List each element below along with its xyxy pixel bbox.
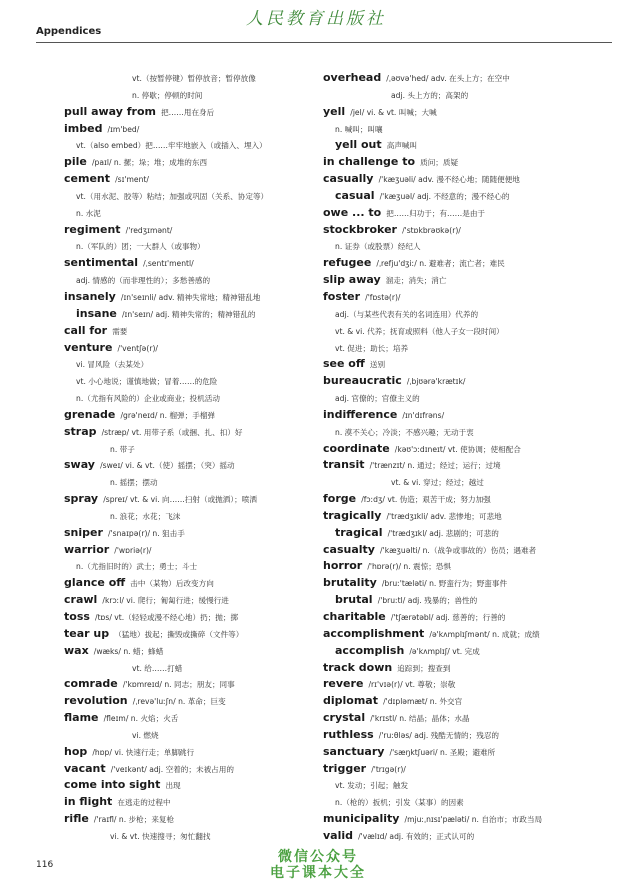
glossary-entry xyxy=(64,422,326,439)
definition: /'vælɪd/ adj. 有效的；正式认可的 xyxy=(358,831,475,841)
headword: coordinate xyxy=(323,441,390,455)
definition: n. 证券（或股票）经纪人 xyxy=(335,242,421,252)
glossary-entry xyxy=(323,489,613,506)
glossary-entry xyxy=(64,590,326,607)
headword: toss xyxy=(64,610,90,623)
definition: n. 带子 xyxy=(110,444,135,454)
definition: /'kæʒuəlti/ n.（战争或事故的）伤员；遇难者 xyxy=(380,545,537,555)
definition: /'trænzɪt/ n. 通过；经过；运行；过境 xyxy=(369,461,501,471)
glossary-entry xyxy=(323,455,613,472)
glossary-entry xyxy=(323,220,613,237)
definition: /'redʒɪmənt/ xyxy=(125,225,173,235)
headword: cement xyxy=(64,172,110,186)
glossary-entry xyxy=(64,119,326,136)
definition: n. 漠不关心；冷淡；不感兴趣；无动于衷 xyxy=(335,427,474,437)
glossary-entry xyxy=(64,169,326,186)
glossary-entry xyxy=(64,607,326,624)
definition-line xyxy=(323,388,613,405)
headword: municipality xyxy=(323,812,400,826)
headword: owe ... to xyxy=(323,205,382,219)
glossary-entry xyxy=(64,405,326,422)
definition: /'tʃærətəbl/ adj. 慈善的；行善的 xyxy=(390,613,506,622)
glossary-entry xyxy=(64,102,326,119)
definition-line xyxy=(323,338,613,355)
glossary-entry xyxy=(323,68,613,85)
definition-line xyxy=(64,270,326,287)
definition: vi. 冒风险（去某处） xyxy=(76,360,149,370)
definition: /ˌrefju'dʒiː/ n. 避难者；流亡者；难民 xyxy=(376,259,505,269)
definition: /'wɒriə(r)/ xyxy=(114,545,152,555)
definition: /'sæŋktʃuəri/ n. 圣殿；避难所 xyxy=(389,747,496,757)
glossary-entry xyxy=(323,540,613,557)
glossary-entry xyxy=(64,523,326,540)
headword: crystal xyxy=(323,711,366,725)
headword: hop xyxy=(64,744,88,758)
glossary-entry xyxy=(64,759,326,776)
headword: grenade xyxy=(64,407,116,421)
definition: /kəʊ'ɔːdɪneɪt/ vt. 使协调；使相配合 xyxy=(394,444,521,454)
definition-line xyxy=(323,321,613,338)
definition-line xyxy=(323,792,613,809)
definition: /'krɪstl/ n. 结晶；晶体；水晶 xyxy=(370,714,470,724)
definition: /ə'kʌmplɪʃmənt/ n. 成就；成绩 xyxy=(429,629,540,639)
definition: 追踪到；搜查到 xyxy=(397,663,451,673)
headword: casualty xyxy=(323,542,375,556)
definition: n.（尤指有风险的）企业或商业；投机活动 xyxy=(76,394,220,404)
headword: casually xyxy=(323,172,374,186)
headword: sway xyxy=(64,458,95,472)
definition: /'stɒkbrəʊkə(r)/ xyxy=(402,225,461,235)
definition: /'kæʒuəli/ adv. 漫不经心地；随随便便地 xyxy=(378,175,520,185)
definition-line xyxy=(64,354,326,371)
definition: /'hɒrə(r)/ n. 震惊；恐惧 xyxy=(367,562,452,572)
headword: rifle xyxy=(64,812,89,826)
headword: sniper xyxy=(64,525,103,539)
definition-line xyxy=(64,725,326,742)
headword: refugee xyxy=(323,256,372,270)
glossary-entry xyxy=(323,809,613,826)
definition: /ɪn'dɪfrəns/ xyxy=(402,410,445,420)
definition: 质问；质疑 xyxy=(420,158,459,168)
headword: indifference xyxy=(323,407,398,421)
headword: glance off xyxy=(64,576,126,590)
definition: /'ventʃə(r)/ xyxy=(117,343,158,353)
definition: /ɪn'seɪnli/ adv. 精神失常地；精神错乱地 xyxy=(120,292,261,302)
glossary-entry xyxy=(64,792,326,809)
definition-line xyxy=(323,472,613,489)
glossary-entry xyxy=(64,253,326,270)
glossary-entry xyxy=(323,658,613,675)
definition: /ˌsentɪ'mentl/ xyxy=(143,259,194,269)
glossary-subentry xyxy=(323,186,613,203)
headword: pile xyxy=(64,155,87,169)
definition: 出现 xyxy=(165,781,181,791)
glossary-entry xyxy=(64,321,326,338)
definition: vt.（按暂停键）暂停放音；暂停放像 xyxy=(132,74,256,83)
headword: regiment xyxy=(64,222,121,236)
definition: /'raɪfl/ n. 步枪；来复枪 xyxy=(93,815,175,825)
glossary-entry xyxy=(323,102,613,119)
definition-line xyxy=(323,85,613,102)
definition-line xyxy=(64,203,326,220)
definition-line xyxy=(64,135,326,152)
glossary-entry xyxy=(323,506,613,523)
glossary-entry xyxy=(323,759,613,776)
glossary-subentry xyxy=(64,304,326,321)
headword: overhead xyxy=(323,71,382,84)
headword: brutality xyxy=(323,576,377,590)
definition: n. 停歇；停顿的时间 xyxy=(132,90,203,100)
glossary-entry xyxy=(323,371,613,388)
definition-line xyxy=(323,304,613,321)
glossary-entry xyxy=(64,809,326,826)
definition: /ɪn'seɪn/ adj. 精神失常的；精神错乱的 xyxy=(121,309,256,319)
glossary-entry xyxy=(323,826,613,843)
definition: adj. 情感的（而非理性的）；多愁善感的 xyxy=(76,276,211,286)
definition: （猛地）拔起；撕毁或撕碎（文件等） xyxy=(114,629,244,639)
definition: 溜走；消失；消亡 xyxy=(385,276,447,286)
definition: n. 浪花；水花；飞沫 xyxy=(110,511,181,521)
glossary-entry xyxy=(323,405,613,422)
definition: /krɔːl/ vi. 爬行；匍匐行进；缓慢行进 xyxy=(102,596,229,606)
glossary-entry xyxy=(64,287,326,304)
glossary-entry xyxy=(64,573,326,590)
definition: /'trædʒɪkli/ adv. 悲惨地；可悲地 xyxy=(386,511,502,521)
glossary-entry xyxy=(64,708,326,725)
definition: vt.（also embed）把……牢牢地嵌入（或插入、埋入） xyxy=(76,141,267,151)
definition: /'snaɪpə(r)/ n. 狙击手 xyxy=(108,528,185,538)
definition: /ˌrevə'luːʃn/ n. 革命；巨变 xyxy=(132,697,226,707)
headword: revere xyxy=(323,677,364,691)
headword: sanctuary xyxy=(323,744,385,758)
definition-line xyxy=(64,556,326,573)
headword: slip away xyxy=(323,273,381,287)
headword: pull away from xyxy=(64,104,156,118)
glossary-entry xyxy=(323,742,613,759)
glossary-entry xyxy=(323,573,613,590)
headword: imbed xyxy=(64,121,103,135)
publisher-logo: 人民教育出版社 xyxy=(246,9,386,29)
glossary-entry xyxy=(64,455,326,472)
headword: flame xyxy=(64,711,99,725)
definition: vt. 促进；助长；培养 xyxy=(335,343,409,353)
headword: sentimental xyxy=(64,256,139,270)
definition-line xyxy=(323,422,613,439)
headword: foster xyxy=(323,289,361,303)
definition: 送别 xyxy=(369,360,386,370)
definition: vt.（用水泥、胶等）粘结；加强或巩固（关系、协定等） xyxy=(76,191,269,201)
headword: in challenge to xyxy=(323,155,416,169)
headword: bureaucratic xyxy=(323,374,402,388)
definition: 把……甩在身后 xyxy=(161,107,215,117)
headword: vacant xyxy=(64,761,106,775)
definition: 击中（某物）后改变方向 xyxy=(130,579,214,589)
definition-line xyxy=(64,826,326,843)
glossary-entry xyxy=(323,439,613,456)
definition-line xyxy=(323,119,613,136)
definition-line xyxy=(64,68,326,85)
glossary-entry xyxy=(323,691,613,708)
definition: /hɒp/ vi. 快速行走；单脚跳行 xyxy=(92,747,195,757)
definition: /ə'kʌmplɪʃ/ vt. 完成 xyxy=(409,646,480,656)
definition: /ˌbjʊərə'krætɪk/ xyxy=(406,377,466,387)
headword: yell out xyxy=(335,138,382,152)
glossary-entry xyxy=(323,607,613,624)
headword: venture xyxy=(64,340,113,354)
glossary-entry xyxy=(323,287,613,304)
glossary-column-left xyxy=(64,68,326,843)
definition: adj. 官僚的；官僚主义的 xyxy=(335,394,420,404)
headword: come into sight xyxy=(64,778,161,792)
headword: ruthless xyxy=(323,727,374,741)
glossary-entry xyxy=(323,152,613,169)
glossary-entry xyxy=(64,775,326,792)
definition-line xyxy=(64,371,326,388)
definition: 在逃走的过程中 xyxy=(117,798,171,808)
glossary-entry xyxy=(323,253,613,270)
section-label: Appendices xyxy=(36,26,102,37)
definition: /'kɒmreɪd/ n. 同志；朋友；同事 xyxy=(122,680,235,690)
definition: n. 喊叫；叫嚷 xyxy=(335,124,383,134)
headword: charitable xyxy=(323,610,386,623)
definition: 高声喊叫 xyxy=(386,141,418,151)
definition: /sweɪ/ vi. & vt.（使）摇摆；（突）摇动 xyxy=(100,461,235,471)
definition-line xyxy=(64,472,326,489)
definition-line xyxy=(64,439,326,456)
definition: /mjuːˌnɪsɪ'pæləti/ n. 自治市；市政当局 xyxy=(404,815,543,825)
headword: brutal xyxy=(335,593,373,607)
definition: /'dɪpləmæt/ n. 外交官 xyxy=(383,697,463,707)
definition: vt. 小心地说；谨慎地做；冒着……的危险 xyxy=(76,377,218,387)
glossary-entry xyxy=(64,540,326,557)
headword: spray xyxy=(64,492,99,506)
headword: casual xyxy=(335,188,375,202)
glossary-entry xyxy=(323,708,613,725)
glossary-entry xyxy=(64,674,326,691)
definition-line xyxy=(64,186,326,203)
headword: wax xyxy=(64,643,89,657)
definition-line xyxy=(64,236,326,253)
definition: vt. 发动；引起；触发 xyxy=(335,781,409,791)
definition: vt. 给……打蜡 xyxy=(132,663,183,673)
definition: /paɪl/ n. 摞；垛；堆；成堆的东西 xyxy=(91,158,208,168)
headword: see off xyxy=(323,357,365,371)
definition: vi. 燃烧 xyxy=(132,730,159,740)
glossary-entry xyxy=(64,691,326,708)
definition-line xyxy=(323,775,613,792)
glossary-subentry xyxy=(323,135,613,152)
definition: /'veɪkənt/ adj. 空着的；未被占用的 xyxy=(110,764,234,774)
headword: accomplishment xyxy=(323,626,425,640)
definition: 需要 xyxy=(112,326,128,336)
headword: valid xyxy=(323,828,354,842)
definition: n.（军队的）团；一大群人（或事物） xyxy=(76,242,205,252)
glossary-column-right xyxy=(323,68,613,843)
definition: /jel/ vi. & vt. 叫喊；大喊 xyxy=(350,107,437,117)
definition: n.（尤指旧时的）武士；勇士；斗士 xyxy=(76,562,198,572)
headword: call for xyxy=(64,323,108,337)
definition-line xyxy=(64,658,326,675)
headword: in flight xyxy=(64,795,113,809)
definition-line xyxy=(64,85,326,102)
definition-line xyxy=(64,506,326,523)
headword: warrior xyxy=(64,542,110,556)
glossary-subentry xyxy=(323,641,613,658)
headword: forge xyxy=(323,492,357,506)
glossary-entry xyxy=(323,725,613,742)
headword: revolution xyxy=(64,694,128,708)
definition: /grə'neɪd/ n. 榴弹；手榴弹 xyxy=(120,410,216,420)
definition-line xyxy=(64,388,326,405)
definition: adj.（与某些代表有关的名词连用）代养的 xyxy=(335,309,479,319)
definition: n. 水泥 xyxy=(76,208,101,218)
definition: vi. & vt. 快速搜寻；匆忙翻找 xyxy=(110,831,211,841)
definition: /tɒs/ vt.（轻轻或漫不经心地）扔；抛；掷 xyxy=(95,613,239,622)
glossary-entry xyxy=(64,220,326,237)
headword: tragical xyxy=(335,525,383,539)
headword: insane xyxy=(76,306,117,320)
definition: 把……归功于；有……是由于 xyxy=(386,208,486,218)
definition: /'trædʒɪkl/ adj. 悲剧的；可悲的 xyxy=(387,528,499,538)
definition: /fɔːdʒ/ vt. 伪造；艰苦干成；努力加强 xyxy=(361,495,491,505)
glossary-entry xyxy=(64,624,326,641)
headword: track down xyxy=(323,660,393,674)
definition: /fleɪm/ n. 火焰；火舌 xyxy=(103,714,179,724)
headword: tragically xyxy=(323,508,382,522)
header-divider xyxy=(36,42,612,43)
headword: horror xyxy=(323,559,363,573)
definition: /'kæʒuəl/ adj. 不经意的；漫不经心的 xyxy=(379,191,510,201)
glossary-entry xyxy=(64,152,326,169)
glossary-entry xyxy=(323,674,613,691)
definition: /'fɒstə(r)/ xyxy=(365,292,401,302)
glossary-entry xyxy=(323,624,613,641)
glossary-entry xyxy=(64,641,326,658)
headword: trigger xyxy=(323,761,367,775)
definition: /'ruːθləs/ adj. 残酷无情的；残忍的 xyxy=(378,730,500,740)
glossary-entry xyxy=(323,556,613,573)
headword: crawl xyxy=(64,593,98,607)
definition: /spreɪ/ vt. & vi. 向……扫射（或抛洒）；喷洒 xyxy=(103,495,257,505)
headword: strap xyxy=(64,424,97,438)
glossary-entry xyxy=(64,489,326,506)
headword: tear up xyxy=(64,626,110,640)
definition-line xyxy=(323,236,613,253)
headword: comrade xyxy=(64,677,118,691)
glossary-subentry xyxy=(323,590,613,607)
page-number: 116 xyxy=(36,860,54,870)
glossary-entry xyxy=(323,354,613,371)
definition: n. 摇摆；摆动 xyxy=(110,478,158,488)
definition: adj. 头上方的；高架的 xyxy=(391,90,469,100)
headword: yell xyxy=(323,104,346,118)
headword: insanely xyxy=(64,289,116,303)
definition: /sɪ'ment/ xyxy=(115,175,149,185)
glossary-entry xyxy=(323,270,613,287)
definition: /'trɪgə(r)/ xyxy=(371,764,406,774)
definition: /stræp/ vt. 用带子系（或捆、扎、扣）好 xyxy=(101,427,243,437)
headword: transit xyxy=(323,458,365,472)
definition: /bruː'tæləti/ n. 野蛮行为；野蛮事件 xyxy=(381,579,508,589)
definition: n.（枪的）扳机；引发（某事）的因素 xyxy=(335,798,464,808)
watermark-line-1: 微信公众号 xyxy=(278,849,358,865)
definition: /ɪm'bed/ xyxy=(107,124,140,134)
glossary-entry xyxy=(323,169,613,186)
glossary-entry xyxy=(64,338,326,355)
definition: /wæks/ n. 蜡；蜂蜡 xyxy=(93,646,164,656)
definition: /rɪ'vɪə(r)/ vt. 尊敬；崇敬 xyxy=(368,680,456,690)
headword: accomplish xyxy=(335,643,405,657)
definition: vt. & vi. 穿过；经过；越过 xyxy=(391,478,484,488)
definition: /'bruːtl/ adj. 残暴的；兽性的 xyxy=(377,596,478,606)
headword: stockbroker xyxy=(323,222,397,236)
definition: vt. & vi. 代养；抚育或照料（他人子女一段时间） xyxy=(335,326,504,336)
definition: /ˌəʊvə'hed/ adv. 在头上方；在空中 xyxy=(386,74,510,83)
glossary-subentry xyxy=(323,523,613,540)
watermark-line-2: 电子课本大全 xyxy=(270,865,366,881)
glossary-entry xyxy=(64,742,326,759)
glossary-entry xyxy=(323,203,613,220)
headword: diplomat xyxy=(323,694,378,708)
